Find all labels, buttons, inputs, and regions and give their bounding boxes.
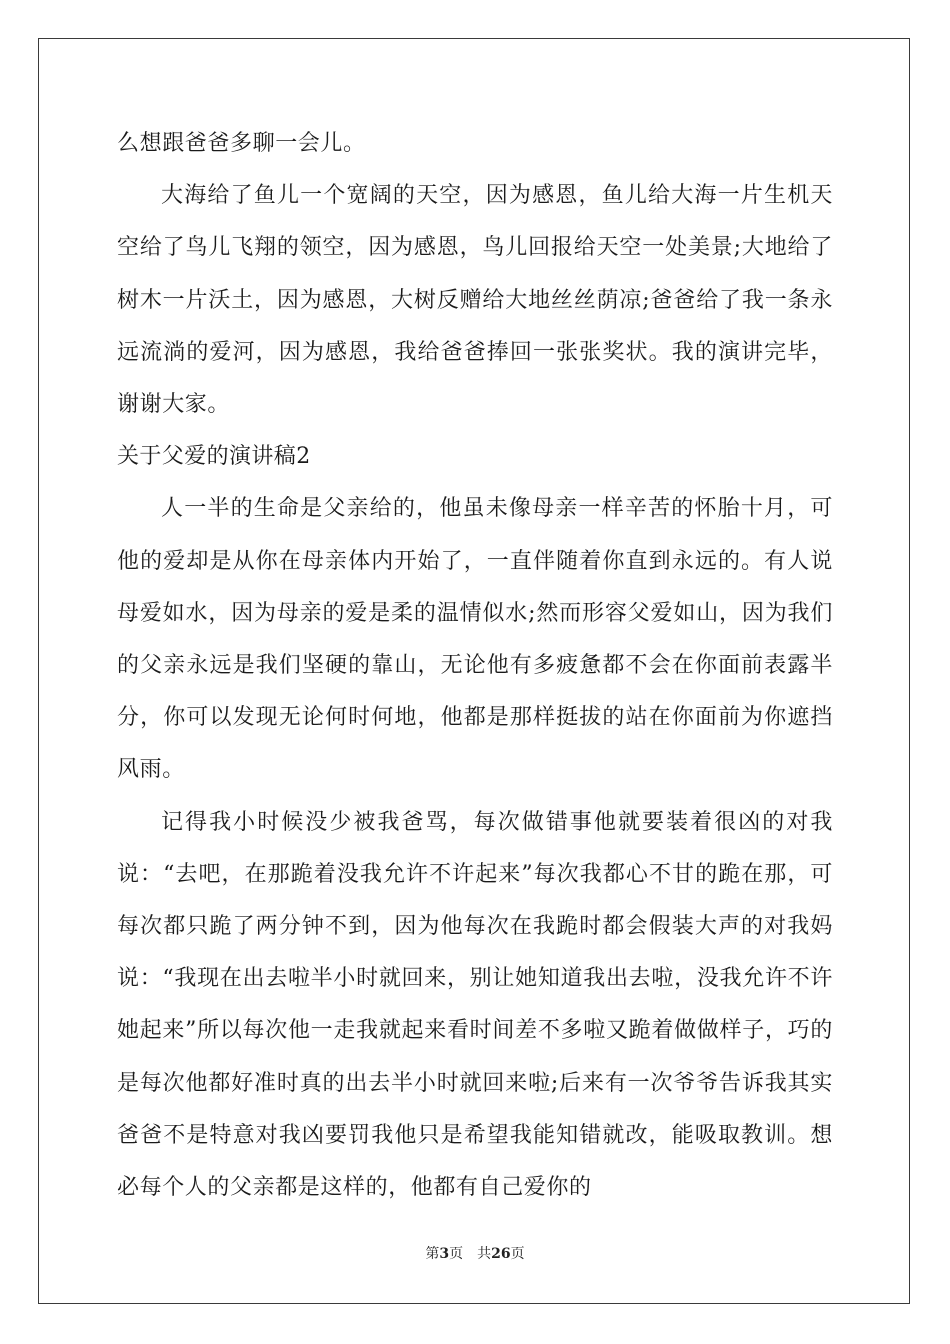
paragraph-childhood-memory: 记得我小时候没少被我爸骂，每次做错事他就要装着很凶的对我说：“去吧，在那跪着没我允许不许起来”每次我都心不甘的跪在那，可每次都只跪了两分钟不到，因为他每次在我跪时都会假装大声的对我妈说：“我现在出去啦半小时就回来，别让她知道我出去啦，没我允许不许她起来”所以每次他一走我就起来看时间差不多啦又跪着做做样子，巧的是每次他都好准时真的出去半小时就回来啦;后来有一次爷爷告诉我其实爸爸不是特意对我凶要罚我他只是希望我能知错就改，能吸取教训。想必每个人的父亲都是这样的，他都有自己爱你的 [117,809,833,1201]
paragraph-gratitude: 大海给了鱼儿一个宽阔的天空，因为感恩，鱼儿给大海一片生机天空给了鸟儿飞翔的领空，因为感恩，鸟儿回报给天空一处美景;大地给了树木一片沃土，因为感恩，大树反赠给大地丝丝荫凉;爸爸给了我一条永远流淌的爱河，因为感恩，我给爸爸捧回一张张奖状。我的演讲完毕，谢谢大家。 [117,183,833,418]
total-suffix: 页 [510,1246,525,1262]
document-body [117,118,833,1214]
section-heading: 关于父爱的演讲稿2 [117,444,311,470]
page-footer [0,1244,950,1264]
paragraph-continuation: 么想跟爸爸多聊一会儿。 [117,131,366,156]
paragraph-father-love: 人一半的生命是父亲给的，他虽未像母亲一样辛苦的怀胎十月，可他的爱却是从你在母亲体内开始了，一直伴随着你直到永远的。有人说母爱如水，因为母亲的爱是柔的温情似水;然而形容父爱如山，因为我们的父亲永远是我们坚硬的靠山，无论他有多疲惫都不会在你面前表露半分，你可以发现无论何时何地，他都是那样挺拔的站在你面前为你遮挡风雨。 [117,496,833,783]
page-number: 3 [439,1246,450,1262]
page-prefix: 第 [425,1246,440,1262]
page-suffix: 页 [449,1246,464,1262]
total-pages: 26 [491,1246,511,1262]
total-prefix: 共 [477,1246,492,1262]
